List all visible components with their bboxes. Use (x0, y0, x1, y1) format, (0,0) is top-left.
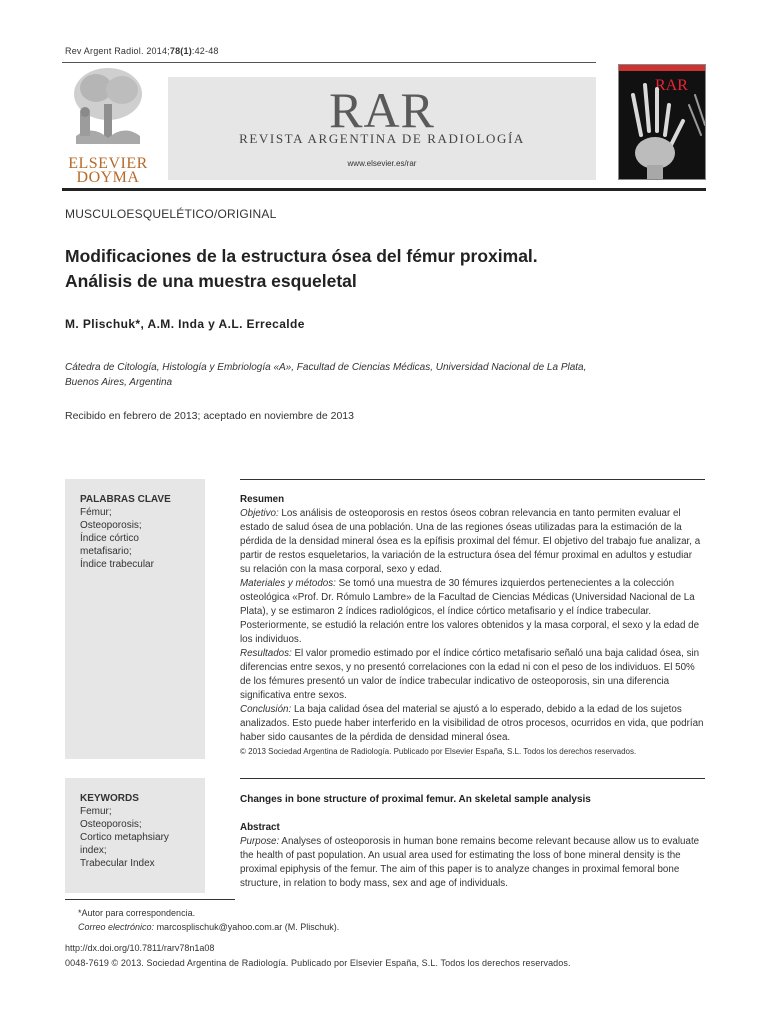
keywords-en-heading: KEYWORDS (80, 793, 139, 804)
hand-xray-icon (619, 65, 706, 180)
english-title: Changes in bone structure of proximal femur. An skeletal sample analysis (240, 794, 591, 805)
abstract-en-top-rule (240, 778, 705, 779)
header-rule (62, 62, 596, 63)
keyword-item: Trabecular Index (80, 858, 155, 869)
journal-name: REVISTA ARGENTINA DE RADIOLOGÍA (239, 131, 525, 146)
article-title-line1: Modificaciones de la estructura ósea del fémur proximal. (65, 246, 538, 266)
resumen-conclusion: Conclusión: La baja calidad ósea del material se ajustó a lo esperado, debido a la edad de los sujetos analizados. Esto puede haber interferido en la visibilidad de otros procesos, ocurridos en vida, que podrían haber sido causantes de la pérdida de densidad mineral ósea. (240, 704, 704, 743)
journal-citation: Rev Argent Radiol. 2014;78(1):42-48 (65, 46, 219, 56)
issn-copyright: 0048-7619 © 2013. Sociedad Argentina de Radiología. Publicado por Elsevier España, S.L. Todos los derechos reservados. (65, 958, 571, 968)
elsevier-tree-logo-icon (62, 64, 154, 152)
keyword-item: Femur; (80, 806, 112, 817)
keyword-item: metafisario; (80, 546, 132, 557)
affiliation-line2: Buenos Aires, Argentina (65, 377, 173, 388)
author-email[interactable]: Correo electrónico: marcosplischuk@yahoo.com.ar (M. Plischuk). (78, 922, 340, 932)
journal-url[interactable]: www.elsevier.es/rar (347, 159, 417, 168)
resumen-objetivo: Objetivo: Los análisis de osteoporosis en restos óseos cobran relevancia en tanto permiten evaluar el estado de salud ósea de una población. Una de las regiones óseas utilizadas para la estimación de la pérdida de la densidad mineral ósea es la epífisis proximal del fémur. El objetivo del trabajo fue analizar, a partir de restos esqueletarios, la variación de la estructura ósea del fémur proximal en adultos y estudiar su relación con la masa corporal, sexo y edad. (240, 508, 701, 575)
publisher-logo (62, 64, 154, 184)
resumen-copyright: © 2013 Sociedad Argentina de Radiología. Publicado por Elsevier España, S.L. Todos los derechos reservados. (240, 747, 637, 756)
abstract-heading: Abstract (240, 822, 280, 833)
keyword-item: Fémur; (80, 507, 112, 518)
journal-acronym: RAR (329, 82, 435, 138)
keyword-item: Cortico metaphsiary (80, 832, 169, 843)
article-title (65, 244, 705, 294)
keyword-item: Índice trabecular (80, 559, 154, 570)
article-title-line2: Análisis de una muestra esqueletal (65, 271, 357, 291)
keyword-item: Osteoporosis; (80, 819, 142, 830)
doi-link[interactable]: http://dx.doi.org/10.7811/rarv78n1a08 (65, 943, 215, 953)
keyword-item: index; (80, 845, 107, 856)
article-section: MUSCULOESQUELÉTICO/ORIGINAL (65, 207, 277, 221)
abstract-purpose: Purpose: Analyses of osteoporosis in human bone remains become relevant because allow us to evaluate the health of past population. An usual area used for estimating the loss of bone mineral density is the proximal epiphysis of the femur. The aim of this paper is to analyze changes in proximal femoral bone structure, in relation to body mass, sex and age of individuals. (240, 836, 700, 889)
keyword-item: Índice córtico (80, 533, 139, 544)
resumen-heading: Resumen (240, 494, 285, 505)
header-thick-rule (62, 188, 706, 191)
resumen-block (240, 493, 705, 759)
cover-title: RAR (655, 77, 688, 94)
abstract-es-top-rule (240, 479, 705, 480)
corresponding-author: *Autor para correspondencia. (78, 908, 196, 918)
article-authors: M. Plischuk*, A.M. Inda y A.L. Errecalde (65, 317, 305, 331)
keywords-es-box (65, 479, 205, 759)
publisher-name-line1: ELSEVIER (68, 155, 148, 172)
journal-banner (168, 77, 596, 180)
received-dates: Recibido en febrero de 2013; aceptado en noviembre de 2013 (65, 410, 354, 422)
publisher-name-line2: DOYMA (76, 169, 140, 186)
journal-cover-image (618, 64, 706, 180)
affiliation-line1: Cátedra de Citología, Histología y Embriología «A», Facultad de Ciencias Médicas, Universidad Nacional de La Plata, (65, 362, 587, 373)
keyword-item: Osteoporosis; (80, 520, 142, 531)
author-affiliation (65, 360, 705, 390)
abstract-block (240, 821, 705, 891)
correspondence-note (78, 906, 339, 934)
resumen-resultados: Resultados: El valor promedio estimado por el índice córtico metafisario señaló una baja calidad ósea, sin diferencias entre sexos, y no presentó correlaciones con la edad ni con el peso de los individuos. El 50% de los fémures presentó un valor de índice trabecular indicativo de osteoporosis, sin una diferencia significativa entre sexos. (240, 648, 700, 701)
resumen-materiales: Materiales y métodos: Se tomó una muestra de 30 fémures izquierdos pertenecientes a la colección osteológica «Prof. Dr. Rómulo Lambre» de la Facultad de Ciencias Médicas (Universidad Nacional de La Plata), y se estimaron 2 índices radiológicos, el índice córtico metafisario y el índice trabecular. Posteriormente, se estudió la relación entre los valores obtenidos y la masa corporal, el sexo y la edad de los individuos. (240, 578, 700, 645)
footnote-rule (65, 899, 235, 900)
keywords-es-heading: PALABRAS CLAVE (80, 494, 171, 505)
keywords-en-box (65, 778, 205, 893)
